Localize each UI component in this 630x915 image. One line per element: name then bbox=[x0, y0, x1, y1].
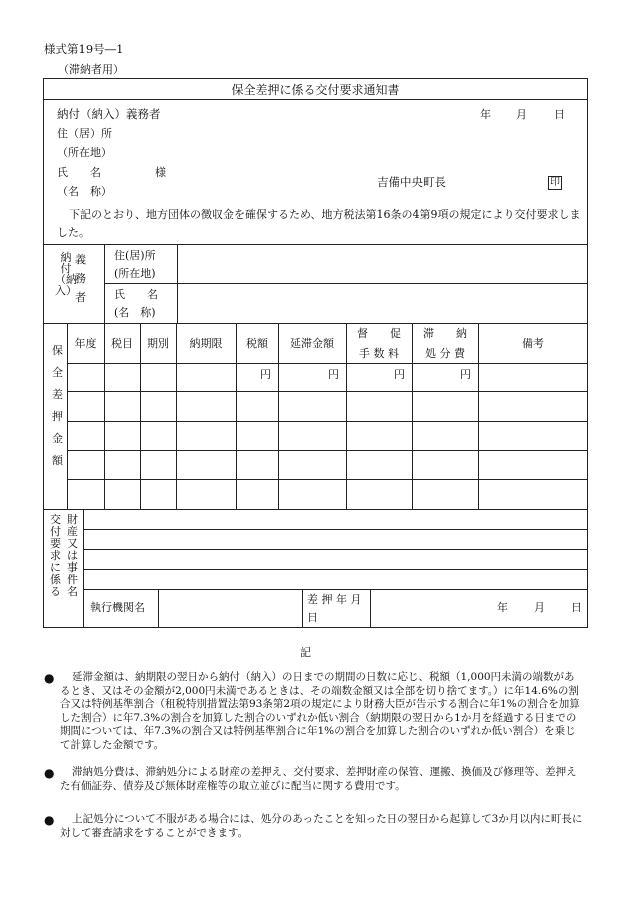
note-late-fee: 延滞金額は、納期限の翌日から納付（納入）の日までの期間の日数に応じ、税額（1,000円未満の端数があるとき、又はその金額が2,000円未満であるときは、その端数金額又は全部を切り捨てます。）に年14.6%の割合又は特例基準割合（租税特別措置法第93条第2項の規定により財務大臣が告示する割合に年1%の割合を加算した割合）に年7.3%の割合を加算した割合のいずれか低い割合（納期限の翌日から1か月を経過する日までの期間については、年7.3%の割合又は特例基準割合に年1%の割合を加算した割合のいずれか低い割合）を乗じて計算した金額です。 bbox=[60, 671, 580, 751]
obligor-name-label: 氏 名 bbox=[114, 288, 158, 301]
property-side-label-2 bbox=[67, 514, 78, 597]
obligor-side-label-2 bbox=[75, 254, 86, 303]
amount-row-line bbox=[67, 363, 588, 364]
form-frame bbox=[43, 78, 588, 628]
seizure-day-label: 日 bbox=[571, 601, 582, 614]
form-variant: （滞納者用） bbox=[58, 63, 124, 76]
date-year-label: 年 bbox=[480, 108, 491, 121]
header-due-date: 納期限 bbox=[189, 337, 223, 350]
intro-text: 下記のとおり、地方団体の徴収金を確保するため、地方税法第16条の4第9項の規定により交付要求しました。 bbox=[57, 208, 581, 239]
seizure-month-label: 月 bbox=[534, 601, 545, 614]
header-disposition-fee-2: 処 分 費 bbox=[425, 347, 465, 360]
obligor-label: 納付（納入）義務者 bbox=[57, 107, 161, 121]
char: 義 bbox=[75, 253, 86, 266]
char: 付 bbox=[50, 525, 61, 538]
note-bullet: ● bbox=[44, 671, 55, 685]
address-label: 住（居）所 bbox=[57, 127, 112, 140]
amount-row-line bbox=[67, 391, 588, 392]
seizure-year-label: 年 bbox=[497, 601, 508, 614]
section-divider-obligor bbox=[43, 244, 588, 245]
amount-col-line bbox=[67, 323, 68, 509]
obligor-location-label: (所在地) bbox=[114, 267, 156, 280]
char: 財 bbox=[67, 513, 78, 526]
obligor-address-label: 住(居)所 bbox=[114, 249, 156, 262]
agency-col-line bbox=[158, 589, 159, 628]
header-period: 期別 bbox=[147, 337, 169, 350]
header-reminder-fee-1: 督 促 bbox=[357, 327, 401, 340]
property-row-line bbox=[83, 569, 588, 570]
amount-col-line bbox=[478, 323, 479, 509]
char: 入） bbox=[55, 284, 77, 297]
section-divider-property bbox=[43, 509, 588, 510]
obligor-row-line bbox=[104, 283, 588, 284]
amount-col-line bbox=[176, 323, 177, 509]
header-late-fee: 延滞金額 bbox=[290, 337, 334, 350]
unit-reminder-fee: 円 bbox=[394, 368, 405, 381]
amount-col-line bbox=[236, 323, 237, 509]
header-disposition-fee-1: 滞 納 bbox=[423, 327, 467, 340]
unit-disposition-fee: 円 bbox=[460, 368, 471, 381]
char: 全 bbox=[52, 366, 63, 379]
char: 額 bbox=[52, 454, 63, 467]
section-divider-amount bbox=[43, 323, 588, 324]
amount-row-line bbox=[67, 421, 588, 422]
char: 名 bbox=[67, 585, 78, 598]
amount-col-line bbox=[104, 323, 105, 509]
char: 押 bbox=[52, 410, 63, 423]
amount-row-line bbox=[67, 450, 588, 451]
obligor-side-label-1 bbox=[55, 252, 77, 296]
amount-col-line bbox=[278, 323, 279, 509]
name-label: 氏 名 bbox=[57, 166, 101, 179]
date-month-label: 月 bbox=[516, 108, 527, 121]
header-tax-item: 税目 bbox=[111, 337, 133, 350]
agency-col-line bbox=[370, 589, 371, 628]
note-disposition-fee: 滞納処分費は、滞納処分による財産の差押え、交付要求、差押財産の保管、運搬、換価及び修理等、差押えた有価証券、債券及び無体財産権等の取立並びに配当に関する費用です。 bbox=[60, 766, 577, 792]
char: 件 bbox=[67, 573, 78, 586]
seizure-date-label-1: 差 押 年 月 bbox=[307, 593, 362, 606]
char: （納 bbox=[55, 273, 77, 286]
char: る bbox=[50, 585, 61, 598]
note-bullet: ● bbox=[44, 766, 55, 780]
notes-heading: 記 bbox=[300, 646, 311, 659]
header-reminder-fee-2: 手 数 料 bbox=[359, 347, 399, 360]
executing-agency-label: 執行機関名 bbox=[90, 601, 145, 614]
property-row-line bbox=[83, 529, 588, 530]
char: 又 bbox=[67, 537, 78, 550]
unit-late-fee: 円 bbox=[328, 368, 339, 381]
property-side-label-1 bbox=[50, 514, 61, 597]
unit-tax-amount: 円 bbox=[260, 368, 271, 381]
form-title: 保全差押に係る交付要求通知書 bbox=[231, 83, 400, 97]
amount-row-line bbox=[67, 479, 588, 480]
property-row-line bbox=[83, 549, 588, 550]
obligor-corp-label: (名 称) bbox=[114, 306, 156, 319]
char: 事 bbox=[67, 561, 78, 574]
date-day-label: 日 bbox=[554, 108, 565, 121]
location-label: （所在地） bbox=[57, 146, 112, 159]
issuer-name: 吉備中央町長 bbox=[377, 175, 446, 189]
char: 要 bbox=[50, 537, 61, 550]
seal-mark: 印 bbox=[550, 177, 560, 188]
sama-label: 様 bbox=[155, 166, 166, 179]
form-number: 様式第19号―1 bbox=[44, 42, 124, 56]
amount-col-line bbox=[140, 323, 141, 509]
char: 差 bbox=[52, 388, 63, 401]
char: 交 bbox=[50, 513, 61, 526]
char: は bbox=[67, 549, 78, 562]
note-bullet: ● bbox=[44, 813, 55, 827]
header-tax-amount: 税額 bbox=[246, 337, 268, 350]
char: 金 bbox=[52, 432, 63, 445]
char: 務 bbox=[75, 272, 86, 285]
note-appeal: 上記処分について不服がある場合には、処分のあったことを知った日の翌日から起算して3か月以内に町長に対して審査請求をすることができます。 bbox=[60, 813, 583, 839]
header-year: 年度 bbox=[74, 337, 97, 350]
amount-side-label bbox=[52, 345, 63, 466]
char: 保 bbox=[52, 344, 63, 357]
corp-name-label: （名 称） bbox=[57, 185, 112, 198]
char: 係 bbox=[50, 573, 61, 586]
char: 求 bbox=[50, 549, 61, 562]
char: 付 bbox=[60, 262, 72, 275]
seizure-date-label-2: 日 bbox=[307, 611, 318, 624]
title-divider bbox=[43, 99, 588, 100]
char: 産 bbox=[67, 525, 78, 538]
char: 者 bbox=[75, 291, 86, 304]
char: に bbox=[50, 561, 61, 574]
agency-col-line bbox=[302, 589, 303, 628]
char: 納 bbox=[60, 251, 72, 264]
header-remarks: 備考 bbox=[522, 337, 544, 350]
